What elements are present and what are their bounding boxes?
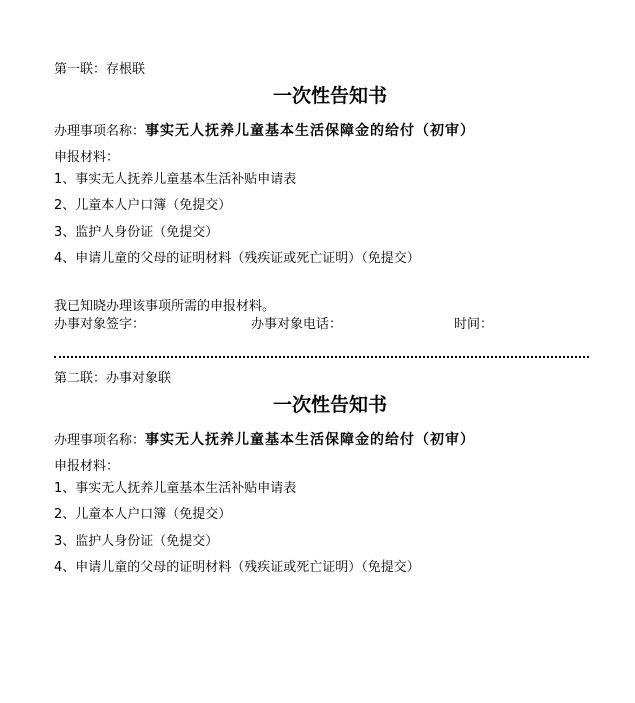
stub-title: 一次性告知书 [272,85,387,107]
applicant-copy-label: 第二联：办事对象联 [54,371,172,386]
applicant-material-item: 4、申请儿童的父母的证明材料（残疾证或死亡证明）（免提交） [54,560,420,575]
stub-material-item: 2、儿童本人户口簿（免提交） [54,198,232,213]
applicant-item-name-label: 办理事项名称： [54,433,146,448]
applicant-item-name-row [54,432,475,449]
stub-material-item: 3、监护人身份证（免提交） [54,225,219,240]
stub-material-item: 4、申请儿童的父母的证明材料（残疾证或死亡证明）（免提交） [54,251,420,266]
applicant-material-item: 2、儿童本人户口簿（免提交） [54,507,232,522]
applicant-materials-label: 申报材料： [54,459,120,474]
applicant-title: 一次性告知书 [272,394,387,416]
stub-copy-label: 第一联：存根联 [54,62,146,77]
stub-item-name-label: 办理事项名称： [54,124,146,139]
stub-signature-label: 办事对象签字： [54,317,146,332]
stub-phone-label: 办事对象电话： [251,317,343,332]
stub-item-name-value: 事实无人抚养儿童基本生活保障金的给付（初审） [145,123,476,139]
applicant-material-item: 1、事实无人抚养儿童基本生活补贴申请表 [54,481,297,496]
stub-time-label: 时间： [454,317,494,332]
stub-acknowledgement: 我已知晓办理该事项所需的申报材料。 [54,299,276,314]
applicant-material-item: 3、监护人身份证（免提交） [54,534,219,549]
stub-material-item: 1、事实无人抚养儿童基本生活补贴申请表 [54,172,297,187]
stub-item-name-row [54,123,475,140]
applicant-item-name-value: 事实无人抚养儿童基本生活保障金的给付（初审） [145,432,476,448]
stub-materials-label: 申报材料： [54,150,120,165]
cut-line-divider [54,356,589,358]
